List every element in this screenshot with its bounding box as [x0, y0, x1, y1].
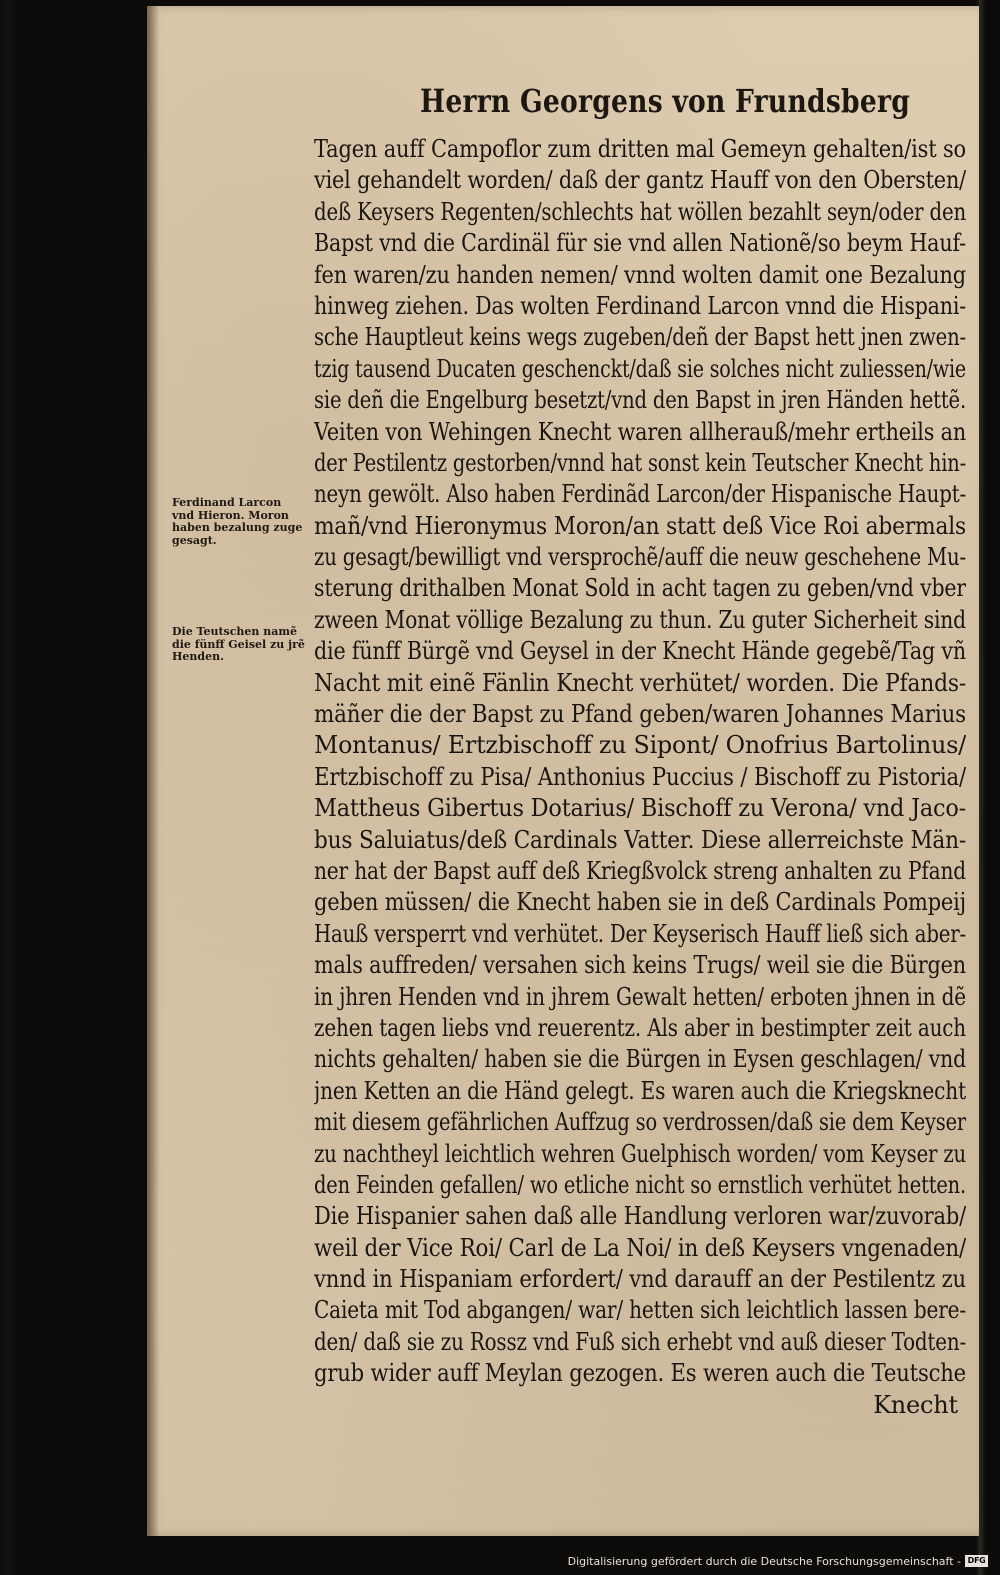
text-line: in jhren Henden vnd in jhrem Gewalt hetten/ erboten jhnen in dẽ	[314, 982, 966, 1011]
text-line: Hauß versperrt vnd verhütet. Der Keyserisch Hauff ließ sich aber-	[314, 919, 966, 948]
marginal-line: die fünff Geisel zu jrẽ	[172, 637, 305, 651]
text-line: zu gesagt/bewilligt vnd versprochẽ/auff die neuw geschehene Mu-	[314, 543, 966, 572]
text-line: mals auffreden/ versahen sich keins Trugs/ weil sie die Bürgen	[314, 951, 966, 980]
text-line: sche Hauptleut keins wegs zugeben/deñ der Bapst hett jnen zwen-	[314, 323, 966, 352]
text-line: tzig tausend Ducaten geschenckt/daß sie solches nicht zuliessen/wie	[314, 354, 966, 383]
text-line: mañ/vnd Hieronymus Moron/an statt deß Vice Roi abermals	[314, 511, 966, 540]
text-line: zu nachtheyl leichtlich wehren Guelphisch worden/ vom Keyser zu	[314, 1139, 966, 1168]
text-line: deß Keysers Regenten/schlechts hat wöllen bezahlt seyn/oder den	[314, 197, 966, 226]
text-line: die fünff Bürgẽ vnd Geysel in der Knecht Hände gegebẽ/Tag vñ	[314, 637, 966, 666]
catchword: Knecht	[873, 1390, 958, 1419]
text-line: der Pestilentz gestorben/vnnd hat sonst kein Teutscher Knecht hin-	[314, 448, 966, 477]
dfg-logo: DFG	[965, 1555, 988, 1567]
text-line: sterung drithalben Monat Sold in acht tagen zu geben/vnd vber	[314, 574, 966, 603]
marginal-line: Die Teutschen namẽ	[172, 625, 298, 638]
text-line: Caieta mit Tod abgangen/ war/ hetten sich leichtlich lassen bere-	[314, 1296, 966, 1325]
page-gutter-shadow	[147, 6, 159, 1536]
text-line: mit diesem gefährlichen Auffzug so verdrossen/daß sie dem Keyser	[314, 1108, 966, 1137]
marginal-line: haben bezalung zuge	[172, 521, 303, 534]
marginal-line: gesagt.	[172, 533, 217, 547]
text-line: Montanus/ Ertzbischoff zu Sipont/ Onofrius Bartolinus/	[314, 731, 966, 760]
text-line: Mattheus Gibertus Dotarius/ Bischoff zu Verona/ vnd Jaco-	[314, 794, 966, 823]
digitization-credit	[568, 1553, 988, 1569]
text-line: fen waren/zu handen nemen/ vnnd wolten damit one Bezalung	[314, 260, 966, 289]
text-line: den/ daß sie zu Rossz vnd Fuß sich erhebt vnd auß dieser Todten-	[314, 1327, 966, 1356]
text-line: sie deñ die Engelburg besetzt/vnd den Bapst in jren Händen hettẽ.	[314, 386, 966, 415]
text-line: Bapst vnd die Cardinäl für sie vnd allen Nationẽ/so beym Hauf-	[314, 229, 966, 258]
text-line: Ertzbischoff zu Pisa/ Anthonius Puccius / Bischoff zu Pistoria/	[314, 762, 966, 791]
text-line: nichts gehalten/ haben sie die Bürgen in Eysen geschlagen/ vnd	[314, 1045, 966, 1074]
text-line: hinweg ziehen. Das wolten Ferdinand Larcon vnnd die Hispani-	[314, 291, 966, 320]
text-line: Veiten von Wehingen Knecht waren allherauß/mehr ertheils an	[314, 417, 966, 446]
text-line: zehen tagen liebs vnd reuerentz. Als aber in bestimpter zeit auch	[314, 1013, 966, 1042]
text-line: ner hat der Bapst auff deß Kriegßvolck streng anhalten zu Pfand	[314, 856, 966, 885]
marginal-line: Ferdinand Larcon	[172, 496, 282, 509]
text-line: geben müssen/ die Knecht haben sie in deß Cardinals Pompeij	[314, 888, 966, 917]
text-line: mäñer die der Bapst zu Pfand geben/waren Johannes Marius	[314, 700, 966, 729]
text-line: grub wider auff Meylan gezogen. Es weren auch die Teutsche	[314, 1359, 966, 1388]
text-line: Tagen auff Campoflor zum dritten mal Gemeyn gehalten/ist so	[314, 135, 966, 163]
text-line: zween Monat völlige Bezalung zu thun. Zu guter Sicherheit sind	[314, 605, 966, 634]
text-line: Nacht mit einẽ Fänlin Knecht verhütet/ worden. Die Pfands-	[314, 668, 966, 697]
text-line: jnen Ketten an die Händ gelegt. Es waren auch die Kriegsknecht	[314, 1076, 966, 1105]
marginal-line: Henden.	[172, 650, 224, 663]
text-line: neyn gewölt. Also haben Ferdinãd Larcon/der Hispanische Haupt-	[314, 480, 966, 509]
text-line: viel gehandelt worden/ daß der gantz Hauff von den Obersten/	[314, 166, 966, 195]
text-line: Die Hispanier sahen daß alle Handlung verloren war/zuvorab/	[314, 1202, 966, 1231]
text-line: bus Saluiatus/deß Cardinals Vatter. Diese allerreichste Män-	[314, 825, 966, 854]
marginal-note-larcon	[172, 497, 312, 547]
running-header: Herrn Georgens von Frundsberg	[420, 82, 910, 120]
marginal-note-geisel	[172, 626, 312, 664]
main-text-block	[314, 134, 966, 1421]
credit-text: Digitalisierung gefördert durch die Deutsche Forschungsgemeinschaft -	[567, 1554, 961, 1568]
text-line: weil der Vice Roi/ Carl de La Noi/ in deß Keysers vngenaden/	[314, 1233, 966, 1262]
text-line: den Feinden gefallen/ wo etliche nicht so ernstlich verhütet hetten.	[314, 1170, 966, 1199]
text-line: vnnd in Hispaniam erfordert/ vnd darauff an der Pestilentz zu	[314, 1265, 966, 1294]
marginal-line: vnd Hieron. Moron	[172, 508, 289, 522]
